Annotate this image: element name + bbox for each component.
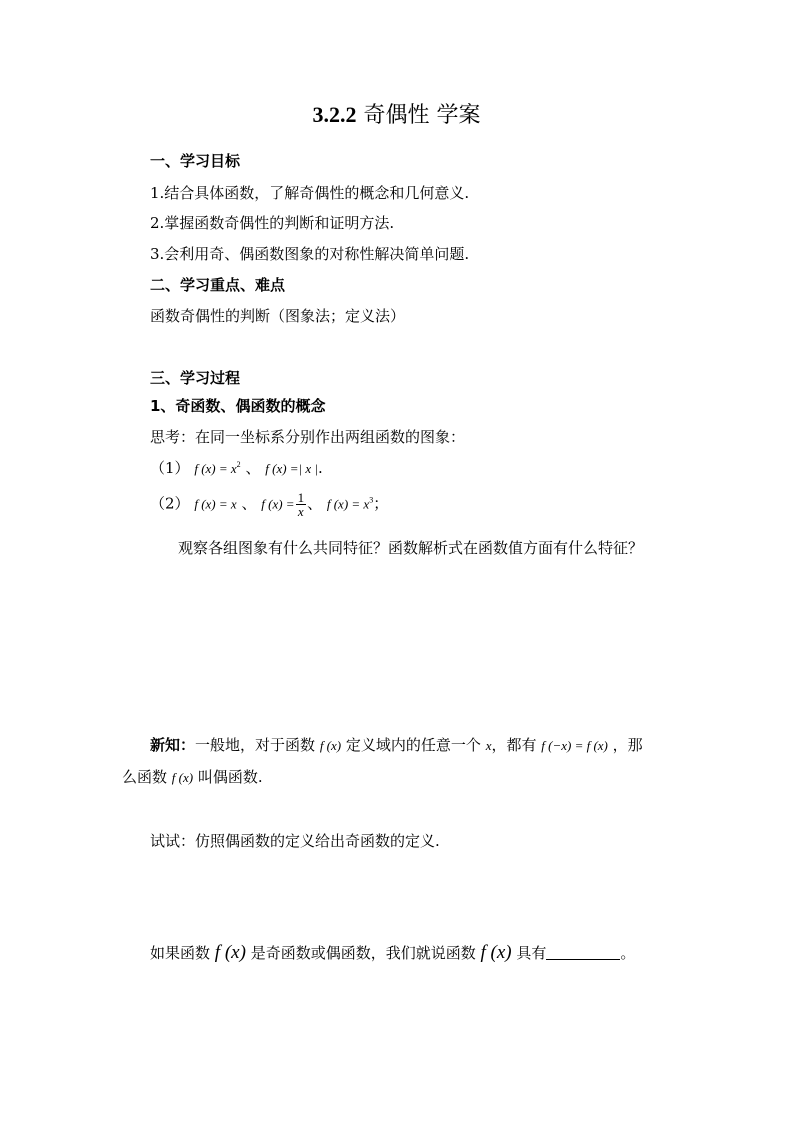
final-statement: [150, 942, 635, 964]
variable-x: x: [485, 738, 492, 753]
function-group-2: [150, 491, 388, 518]
title-number: 3.2.2: [312, 102, 357, 127]
separator: 、: [241, 494, 257, 513]
separator: 、: [307, 494, 323, 513]
key-points-text: 函数奇偶性的判断（图象法；定义法）: [150, 307, 406, 325]
title-text: 奇偶性 学案: [363, 103, 481, 128]
new-knowledge-text: ，那: [612, 736, 643, 754]
formula-even-condition: f (−x) = f (x): [541, 738, 608, 753]
formula-fx: f (x): [171, 770, 194, 785]
final-text: 。: [620, 944, 636, 962]
new-knowledge-text: 定义域内的任意一个: [345, 736, 481, 754]
end-mark: .: [317, 459, 323, 477]
objective-3: 3.会利用奇、偶函数图象的对称性解决简单问题.: [150, 245, 470, 263]
final-text: 具有: [516, 944, 547, 962]
objective-2: 2.掌握函数奇偶性的判断和证明方法.: [150, 214, 395, 232]
separator: 、: [245, 459, 261, 477]
formula-fx: f (x): [480, 942, 512, 963]
exponent-2: 2: [236, 460, 241, 469]
new-knowledge-text: 一般地，对于函数: [195, 736, 316, 754]
formula-x-cubed: f (x) = x: [326, 496, 370, 512]
section-1-heading: 一、学习目标: [150, 152, 241, 170]
objective-1: 1.结合具体函数，了解奇偶性的概念和几何意义.: [150, 184, 470, 202]
section-2-heading: 二、学习重点、难点: [150, 276, 286, 294]
fraction-denominator: x: [297, 504, 304, 519]
think-prompt: 思考：在同一坐标系分别作出两组函数的图象：: [150, 428, 466, 446]
answer-blank[interactable]: [546, 944, 620, 960]
formula-fx: f (x): [214, 942, 246, 963]
fraction-numerator: 1: [297, 490, 305, 505]
new-knowledge-text: 叫偶函数.: [197, 768, 263, 786]
exponent-3: 3: [369, 495, 374, 505]
page-title: [0, 98, 793, 129]
formula-abs-x: f (x) =| x |: [265, 461, 318, 476]
formula-x-squared: f (x) = x: [194, 461, 237, 476]
fraction-one-over-x: [296, 491, 307, 518]
formula-x: f (x) = x: [194, 496, 237, 512]
subsection-concept-heading: 1、奇函数、偶函数的概念: [150, 397, 326, 415]
group-1-label: （1）: [150, 459, 190, 477]
group-2-label: （2）: [150, 494, 190, 513]
section-3-heading: 三、学习过程: [150, 369, 241, 387]
function-group-1: [150, 457, 323, 478]
final-text: 如果函数: [150, 944, 211, 962]
new-knowledge-line-1: [150, 734, 643, 755]
new-knowledge-line-2: [122, 766, 263, 787]
new-knowledge-text: ，都有: [491, 736, 537, 754]
new-knowledge-text: 么函数: [122, 768, 168, 786]
formula-fx: f (x): [319, 738, 342, 753]
formula-reciprocal: f (x) =: [261, 496, 295, 512]
observe-question: 观察各组图象有什么共同特征？函数解析式在函数值方面有什么特征？: [178, 539, 644, 557]
new-knowledge-label: 新知：: [150, 736, 196, 754]
try-prompt: 试试：仿照偶函数的定义给出奇函数的定义.: [150, 832, 440, 850]
final-text: 是奇函数或偶函数，我们就说函数: [250, 944, 476, 962]
end-mark: ；: [373, 494, 389, 513]
